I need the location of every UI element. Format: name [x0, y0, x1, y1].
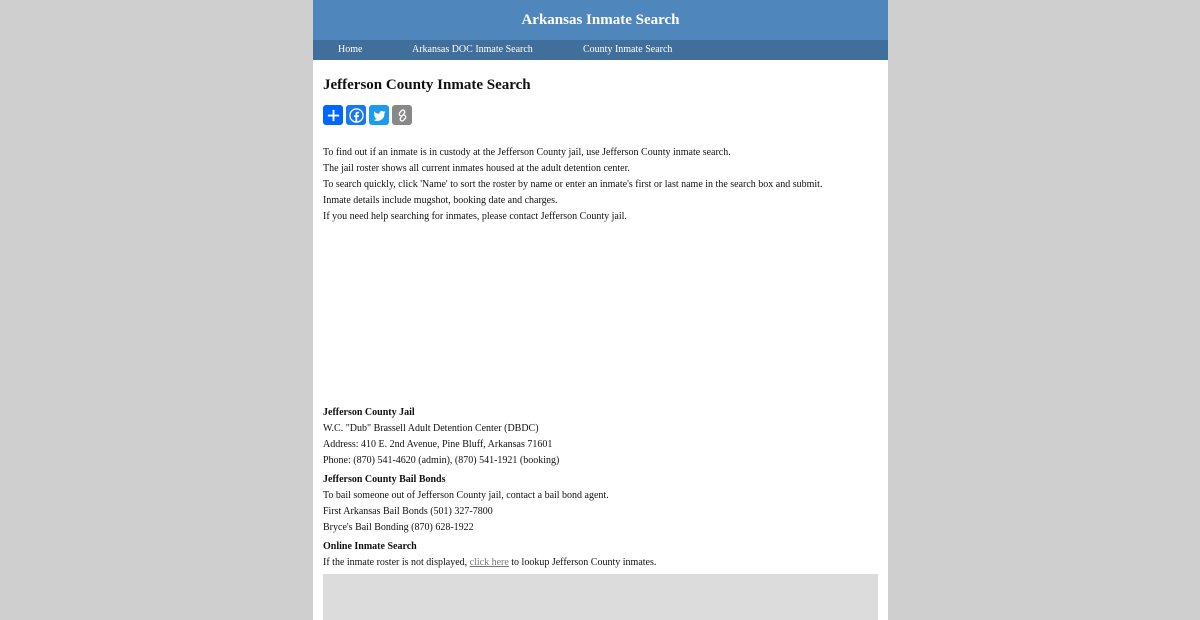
plus-share-icon: [326, 108, 341, 123]
nav-home[interactable]: Home: [338, 44, 363, 55]
advertisement-space: [323, 225, 878, 405]
click-here-link[interactable]: click here: [469, 557, 509, 568]
nav-county-inmate-search[interactable]: County Inmate Search: [583, 44, 673, 55]
nav-bar: [313, 40, 888, 60]
twitter-icon: [372, 108, 387, 123]
jail-info-section: [323, 405, 878, 469]
roster-help-text: [323, 555, 878, 571]
site-title[interactable]: Arkansas Inmate Search: [521, 11, 680, 28]
share-button[interactable]: [323, 105, 343, 125]
roster-help-suffix: to lookup Jefferson County inmates.: [508, 557, 657, 568]
jail-facility-name: W.C. "Dub" Brassell Adult Detention Center (DBDC): [323, 423, 539, 434]
facebook-share-button[interactable]: [346, 105, 366, 125]
inmate-roster-frame[interactable]: [323, 574, 878, 620]
roster-help-prefix: If the inmate roster is not displayed,: [323, 557, 470, 568]
site-header: [313, 0, 888, 40]
intro-line: To find out if an inmate is in custody at the Jefferson County jail, use Jefferson County inmate search.: [323, 147, 731, 158]
intro-line: To search quickly, click 'Name' to sort the roster by name or enter an inmate's first or last name in the search box and submit.: [323, 179, 823, 190]
jail-address: Address: 410 E. 2nd Avenue, Pine Bluff, Arkansas 71601: [323, 439, 553, 450]
intro-line: If you need help searching for inmates, please contact Jefferson County jail.: [323, 211, 627, 222]
bail-bonds-section: [323, 472, 878, 536]
copy-link-button[interactable]: [392, 105, 412, 125]
online-section-title: Online Inmate Search: [323, 541, 417, 552]
copy-link-icon: [395, 108, 410, 123]
online-search-section: [323, 539, 878, 571]
intro-paragraph: [323, 145, 878, 225]
share-buttons: [323, 105, 878, 125]
bail-info-text: To bail someone out of Jefferson County jail, contact a bail bond agent.: [323, 490, 609, 501]
bail-bond-agent: First Arkansas Bail Bonds (501) 327-7800: [323, 506, 493, 517]
nav-arkansas-doc-inmate-search[interactable]: Arkansas DOC Inmate Search: [412, 44, 533, 55]
intro-line: Inmate details include mugshot, booking date and charges.: [323, 195, 558, 206]
page-container: [313, 0, 888, 620]
jail-section-title: Jefferson County Jail: [323, 407, 415, 418]
jail-phone: Phone: (870) 541-4620 (admin), (870) 541-1921 (booking): [323, 455, 560, 466]
bail-bond-agent: Bryce's Bail Bonding (870) 628-1922: [323, 522, 474, 533]
page-title: Jefferson County Inmate Search: [323, 77, 531, 93]
main-content: [313, 60, 888, 620]
facebook-icon: [349, 108, 364, 123]
twitter-share-button[interactable]: [369, 105, 389, 125]
bail-section-title: Jefferson County Bail Bonds: [323, 474, 446, 485]
intro-line: The jail roster shows all current inmates housed at the adult detention center.: [323, 163, 630, 174]
